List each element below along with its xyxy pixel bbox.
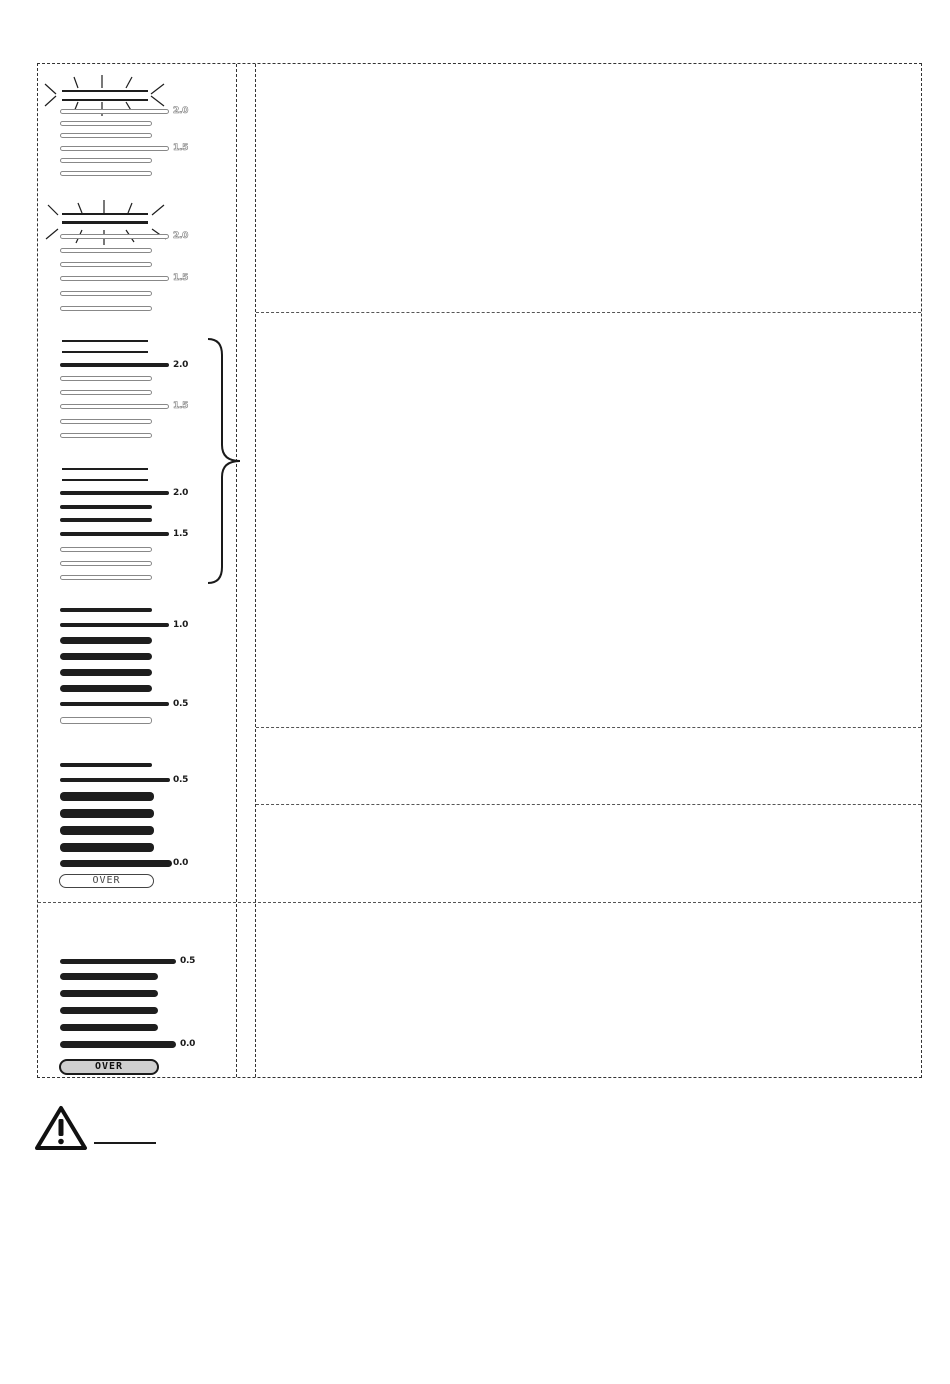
meter-bar <box>60 262 152 267</box>
meter-bar <box>60 532 169 536</box>
scale-label: 2.0 <box>173 106 189 116</box>
meter-bar <box>60 637 152 644</box>
meter-bar <box>60 291 152 296</box>
caution-underline <box>94 1142 156 1144</box>
scale-label: 0.5 <box>180 956 196 966</box>
meter-bar <box>60 685 152 692</box>
over-indicator: OVER <box>59 1059 159 1075</box>
meter-bar <box>60 158 152 163</box>
meter-bar <box>60 608 152 612</box>
meter-bar <box>60 390 152 395</box>
top-line <box>62 340 148 342</box>
row-divider <box>256 312 921 313</box>
meter-bar <box>60 959 176 964</box>
meter-bar <box>60 376 152 381</box>
meter-bar <box>60 1024 158 1031</box>
meter-bar <box>60 146 169 151</box>
scale-label: 2.0 <box>173 231 189 241</box>
meter-bar <box>60 491 169 495</box>
scale-label: 2.0 <box>173 360 189 370</box>
meter-bar <box>60 363 169 367</box>
meter-bar <box>60 809 154 818</box>
column-divider <box>255 64 256 1077</box>
right-curly-brace-icon <box>206 337 246 587</box>
meter-bar <box>60 973 158 980</box>
meter-bar <box>60 717 152 724</box>
scale-label: 1.5 <box>173 401 189 411</box>
meter-bar <box>60 505 152 509</box>
meter-bar <box>60 404 169 409</box>
meter-bar <box>60 1041 176 1048</box>
scale-label: 1.5 <box>173 273 189 283</box>
scale-label: 0.5 <box>173 775 189 785</box>
meter-bar <box>60 561 152 566</box>
meter-bar <box>60 575 152 580</box>
meter-bar <box>60 171 152 176</box>
warning-triangle-icon <box>34 1105 88 1151</box>
meter-bar <box>60 623 169 627</box>
blink-rays-icon <box>38 64 237 124</box>
meter-bar <box>60 763 152 767</box>
meter-bar <box>60 990 158 997</box>
meter-bar <box>60 518 152 522</box>
meter-bar <box>60 826 154 835</box>
meter-bar <box>60 1007 158 1014</box>
meter-bar <box>60 121 152 126</box>
top-line <box>62 351 148 353</box>
scale-label: 0.0 <box>173 858 189 868</box>
meter-bar <box>60 419 152 424</box>
row-divider <box>256 804 921 805</box>
meter-bar <box>60 702 169 706</box>
top-line <box>62 90 148 92</box>
meter-bar <box>60 109 169 114</box>
meter-bar <box>60 860 172 867</box>
meter-display-table <box>37 63 922 1078</box>
top-line <box>62 479 148 481</box>
scale-label: 1.5 <box>173 143 189 153</box>
meter-bar <box>60 653 152 660</box>
meter-bar <box>60 248 152 253</box>
meter-bar <box>60 234 169 239</box>
scale-label: 0.0 <box>180 1039 196 1049</box>
meter-bar <box>60 133 152 138</box>
top-line <box>62 99 148 101</box>
meter-bar <box>60 778 170 782</box>
meter-bar <box>60 306 152 311</box>
top-line <box>62 213 148 215</box>
row-divider <box>256 727 921 728</box>
scale-label: 1.5 <box>173 529 189 539</box>
meter-bar <box>60 669 152 676</box>
top-line <box>62 221 148 224</box>
row-divider <box>38 902 921 903</box>
meter-bar <box>60 433 152 438</box>
meter-bar <box>60 843 154 852</box>
meter-bar <box>60 547 152 552</box>
top-line <box>62 468 148 470</box>
scale-label: 2.0 <box>173 488 189 498</box>
over-indicator: OVER <box>59 874 154 888</box>
scale-label: 1.0 <box>173 620 189 630</box>
meter-bar <box>60 276 169 281</box>
meter-bar <box>60 792 154 801</box>
scale-label: 0.5 <box>173 699 189 709</box>
